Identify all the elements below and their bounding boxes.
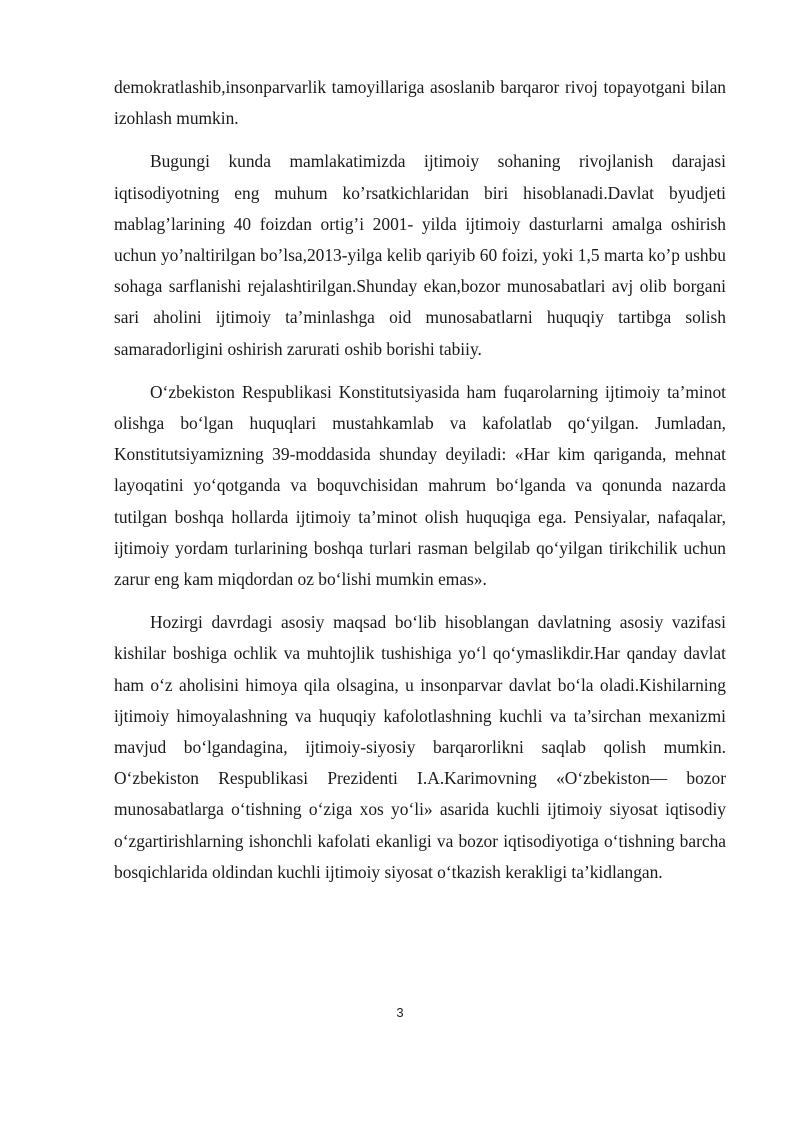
paragraph-state-task: Hozirgi davrdagi asosiy maqsad bo‘lib hisoblangan davlatning asosiy vazifasi kishilar boshiga ochlik va muhtojlik tushishiga yo‘l qo‘ymaslikdir.Har qanday davlat ham o‘z aholisini himoya qila olsagina, u insonparvar davlat bo‘la oladi.Kishilarning ijtimoiy himoyalashning va huquqiy kafolotlashning kuchli va ta’sirchan mexanizmi mavjud bo‘lgandagina, ijtimoiy-siyosiy barqarorlikni saqlab qolish mumkin. O‘zbekiston Respublikasi Prezidenti I.A.Karimovning «O‘zbekiston— bozor munosabatlarga o‘tishning o‘ziga xos yo‘li» asarida kuchli ijtimoiy siyosat iqtisodiy o‘zgartirishlarning ishonchli kafolati ekanligi va bozor iqtisodiyotiga o‘tishning barcha bosqichlarida oldindan kuchli ijtimoiy siyosat o‘tkazish kerakligi ta’kidlangan. <box>114 612 726 882</box>
body-text <box>114 72 726 900</box>
paragraph-continuation: demokratlashib,insonparvarlik tamoyillariga asoslanib barqaror rivoj topayotgani bilan izohlash mumkin. <box>114 77 726 129</box>
paragraph-social-sector: Bugungi kunda mamlakatimizda ijtimoiy sohaning rivojlanish darajasi iqtisodiyotning eng muhum ko’rsatkichlaridan biri hisoblanadi.Davlat byudjeti mablag’larining 40 foizdan ortig’i 2001- yilda ijtimoiy dasturlarni amalga oshirish uchun yo’naltirilgan bo’lsa,2013-yilga kelib qariyib 60 foizi, yoki 1,5 marta ko’p ushbu sohaga sarflanishi rejalashtirilgan.Shunday ekan,bozor munosabatlari avj olib borgani sari aholini ijtimoiy ta’minlashga oid munosabatlarni huquqiy tartibga solish samaradorligini oshirish zarurati oshib borishi tabiiy. <box>114 151 726 359</box>
page-number: 3 <box>396 1005 404 1020</box>
paragraph-constitution: O‘zbekiston Respublikasi Konstitutsiyasida ham fuqarolarning ijtimoiy ta’minot olishga bo‘lgan huquqlari mustahkamlab va kafolatlab qo‘yilgan. Jumladan, Konstitutsiyamizning 39-moddasida shunday deyiladi: «Har kim qariganda, mehnat layoqatini yo‘qotganda va boquvchisidan mahrum bo‘lganda va qonunda nazarda tutilgan boshqa hollarda ijtimoiy ta’minot olish huquqiga ega. Pensiyalar, nafaqalar, ijtimoiy yordam turlarining boshqa turlari rasman belgilab qo‘yilgan tirikchilik uchun zarur eng kam miqdordan oz bo‘lishi mumkin emas». <box>114 381 726 590</box>
